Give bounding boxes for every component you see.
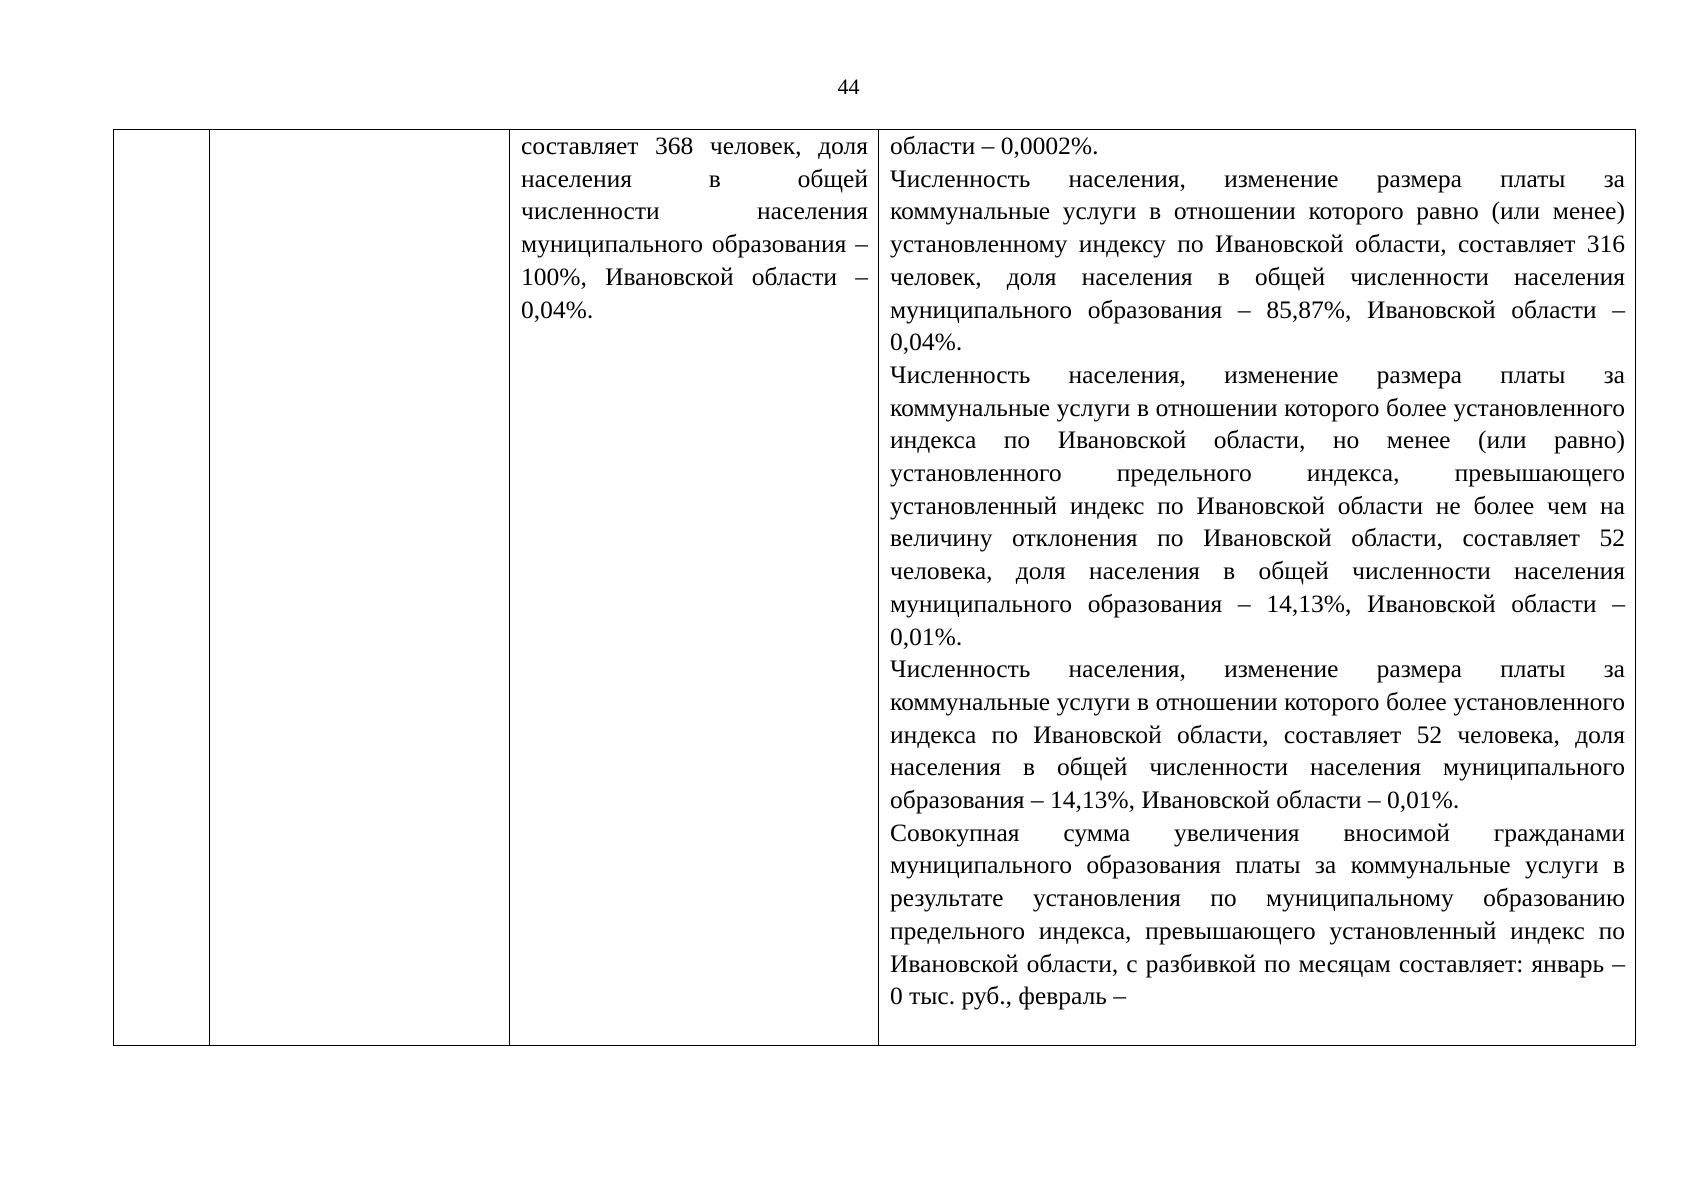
table-cell-col1 bbox=[114, 130, 210, 1046]
paragraph: Численность населения, изменение размера платы за коммунальные услуги в отношении которого более установленного индекса по Ивановской области, составляет 52 человека, доля населения в общей численности населения муниципального образования – 14,13%, Ивановской области – 0,01%. bbox=[890, 654, 1625, 815]
cell-text-col3 bbox=[510, 130, 878, 326]
paragraph: Численность населения, изменение размера платы за коммунальные услуги в отношении которого равно (или менее) установленному индексу по Ивановской области, составляет 316 человек, доля населения в общей численности населения муниципального образования – 85,87%, Ивановской области – 0,04%. bbox=[890, 163, 1625, 357]
table-cell-col2 bbox=[210, 130, 510, 1046]
cell-text-col4 bbox=[879, 130, 1635, 1013]
table-cell-col4 bbox=[879, 130, 1636, 1046]
paragraph: составляет 368 человек, доля населения в общей численности населения муниципального образования – 100%, Ивановской области – 0,04%. bbox=[521, 131, 868, 324]
paragraph: области – 0,0002%. bbox=[890, 131, 1099, 160]
table-row bbox=[114, 130, 1636, 1046]
table-cell-col3 bbox=[510, 130, 879, 1046]
paragraph: Численность населения, изменение размера платы за коммунальные услуги в отношении которого более установленного индекса по Ивановской области, но менее (или равно) установленного предельного индекса, превышающего установленный индекс по Ивановской области не более чем на величину отклонения по Ивановской области, составляет 52 человека, доля населения в общей численности населения муниципального образования – 14,13%, Ивановской области – 0,01%. bbox=[890, 359, 1625, 651]
document-table bbox=[113, 129, 1636, 1046]
page-number: 44 bbox=[837, 74, 860, 99]
paragraph: Совокупная сумма увеличения вносимой гражданами муниципального образования платы за коммунальные услуги в результате установления по муниципальному образованию предельного индекса, превышающего установленный индекс по Ивановской области, с разбивкой по месяцам составляет: январь – 0 тыс. руб., февраль – bbox=[890, 817, 1625, 1011]
